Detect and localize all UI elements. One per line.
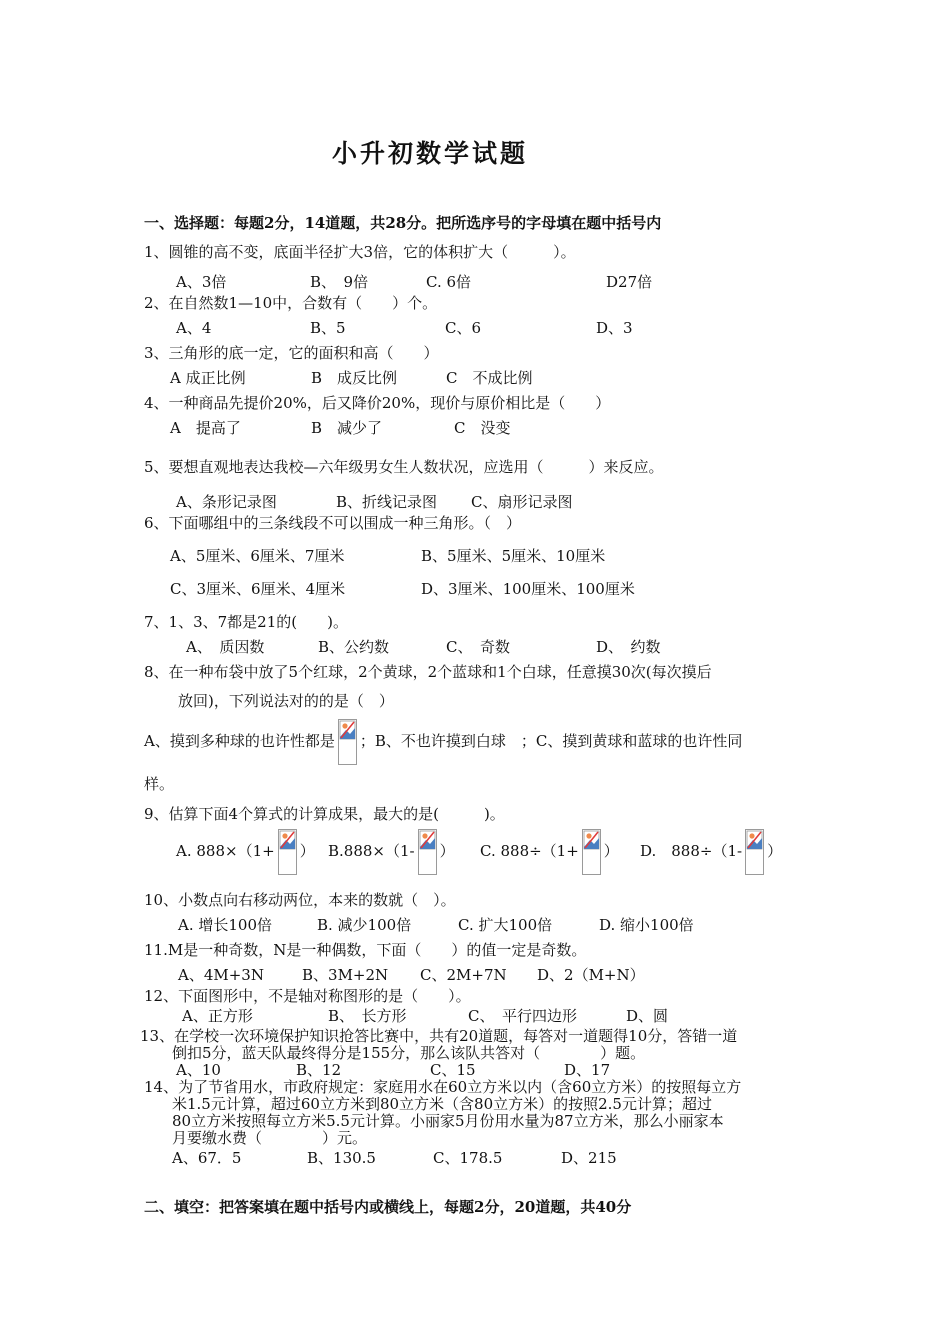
q9-option-b — [328, 826, 455, 876]
question-11: 11.M是一种奇数，N是一种偶数，下面（ ）的值一定是奇数。 — [144, 941, 587, 959]
question-2: 2、在自然数1—10中，合数有（ ）个。 — [144, 294, 438, 312]
q9-option-c-close: ） — [603, 842, 619, 860]
q2-option-c: C、6 — [445, 319, 482, 337]
q3-option-b: B 成反比例 — [311, 369, 398, 387]
fraction-image-icon — [418, 829, 437, 875]
q13-option-b: B、12 — [296, 1061, 342, 1079]
q9-option-c — [480, 826, 619, 876]
q6-option-c: C、3厘米、6厘米、4厘米 — [170, 580, 346, 598]
fraction-image-icon — [582, 829, 601, 875]
question-5: 5、要想直观地表达我校—六年级男女生人数状况，应选用（ ）来反应。 — [144, 458, 664, 476]
q11-option-c: C、2M+7N — [420, 966, 507, 984]
section-1-heading: 一、选择题：每题2分，14道题，共28分。把所选序号的字母填在题中括号内 — [144, 214, 662, 232]
q4-option-b: B 减少了 — [311, 419, 383, 437]
q11-option-a: A、4M+3N — [178, 966, 264, 984]
q7-option-d: D、 约数 — [596, 638, 661, 656]
q7-option-c: C、 奇数 — [446, 638, 510, 656]
fraction-image-icon — [338, 719, 357, 765]
fraction-image-icon — [745, 829, 764, 875]
q10-option-d: D. 缩小100倍 — [599, 916, 694, 934]
q13-option-d: D、17 — [564, 1061, 611, 1079]
question-1: 1、圆锥的高不变，底面半径扩大3倍，它的体积扩大（ ）。 — [144, 243, 576, 261]
q12-option-a: A、正方形 — [182, 1007, 253, 1025]
question-13-line-1: 13、在学校一次环境保护知识抢答比赛中，共有20道题，每答对一道题得10分，答错一道 — [140, 1027, 738, 1045]
q1-option-c: C. 6倍 — [426, 273, 472, 291]
q13-option-c: C、15 — [430, 1061, 476, 1079]
q8-option-a: A、摸到多种球的也许性都是 — [144, 732, 335, 750]
q9-option-d — [640, 826, 782, 876]
q12-option-b: B、 长方形 — [328, 1007, 407, 1025]
q5-option-c: C、扇形记录图 — [471, 493, 573, 511]
q9-option-b-close: ） — [439, 842, 455, 860]
q6-option-a: A、5厘米、6厘米、7厘米 — [170, 547, 345, 565]
q7-option-a: A、 质因数 — [186, 638, 265, 656]
question-10: 10、小数点向右移动两位，本来的数就（ ）。 — [144, 891, 456, 909]
question-7: 7、1、3、7都是21的( )。 — [144, 613, 348, 631]
q10-option-c: C. 扩大100倍 — [458, 916, 553, 934]
q12-option-d: D、圆 — [626, 1007, 669, 1025]
question-6: 6、下面哪组中的三条线段不可以围成一种三角形。（ ） — [144, 514, 522, 532]
q5-option-b: B、折线记录图 — [336, 493, 438, 511]
q9-option-d-text: D. 888÷（1- — [640, 842, 743, 860]
question-8-options — [144, 716, 742, 766]
question-8-line-4: 样。 — [144, 775, 175, 793]
q1-option-a: A、3倍 — [176, 273, 227, 291]
q3-option-c: C 不成比例 — [446, 369, 533, 387]
q14-option-b: B、130.5 — [307, 1149, 376, 1167]
q12-option-c: C、 平行四边形 — [468, 1007, 577, 1025]
question-14-line-1: 14、为了节省用水，市政府规定：家庭用水在60立方米以内（含60立方米）的按照每立方 — [144, 1078, 742, 1096]
question-14-line-3: 80立方米按照每立方米5.5元计算。小丽家5月份用水量为87立方米，那么小丽家本 — [172, 1112, 724, 1130]
q5-option-a: A、条形记录图 — [176, 493, 277, 511]
question-13-line-2: 倒扣5分，蓝天队最终得分是155分，那么该队共答对（ ）题。 — [172, 1044, 646, 1062]
q2-option-b: B、5 — [310, 319, 346, 337]
q4-option-a: A 提高了 — [170, 419, 241, 437]
q9-option-a — [176, 826, 315, 876]
q13-option-a: A、10 — [176, 1061, 221, 1079]
question-4: 4、一种商品先提价20%，后又降价20%，现价与原价相比是（ ） — [144, 394, 611, 412]
q8-option-rest: ；B、不也许摸到白球 ；C、摸到黄球和蓝球的也许性同 — [359, 732, 743, 750]
q10-option-b: B. 减少100倍 — [317, 916, 412, 934]
q11-option-d: D、2（M+N） — [537, 966, 645, 984]
page-title: 小升初数学试题 — [331, 139, 528, 168]
question-3: 3、三角形的底一定，它的面积和高（ ） — [144, 344, 439, 362]
q6-option-d: D、3厘米、100厘米、100厘米 — [421, 580, 635, 598]
q1-option-d: D27倍 — [606, 273, 653, 291]
q4-option-c: C 没变 — [454, 419, 511, 437]
q9-option-a-text: A. 888×（1+ — [176, 842, 275, 860]
q7-option-b: B、公约数 — [318, 638, 390, 656]
question-9: 9、估算下面4个算式的计算成果，最大的是( )。 — [144, 805, 505, 823]
fraction-image-icon — [278, 829, 297, 875]
q14-option-d: D、215 — [561, 1149, 617, 1167]
q9-option-d-close: ） — [767, 842, 783, 860]
q9-option-a-close: ） — [299, 842, 315, 860]
question-8-line-2: 放回)，下列说法对的的是（ ） — [178, 692, 394, 710]
q10-option-a: A. 增长100倍 — [178, 916, 272, 934]
question-14-line-2: 米1.5元计算，超过60立方米到80立方米（含80立方米）的按照2.5元计算；超过 — [172, 1095, 712, 1113]
q14-option-a: A、67．5 — [172, 1149, 242, 1167]
question-12: 12、下面图形中，不是轴对称图形的是（ ）。 — [144, 987, 471, 1005]
q3-option-a: A 成正比例 — [170, 369, 246, 387]
q1-option-b: B、 9倍 — [310, 273, 369, 291]
q6-option-b: B、5厘米、5厘米、10厘米 — [421, 547, 606, 565]
section-2-heading: 二、填空：把答案填在题中括号内或横线上，每题2分，20道题，共40分 — [144, 1198, 632, 1216]
q9-option-c-text: C. 888÷（1+ — [480, 842, 579, 860]
question-8-line-1: 8、在一种布袋中放了5个红球，2个黄球，2个蓝球和1个白球，任意摸30次(每次摸后 — [144, 663, 712, 681]
q2-option-a: A、4 — [176, 319, 212, 337]
q9-option-b-text: B.888×（1- — [328, 842, 415, 860]
q11-option-b: B、3M+2N — [302, 966, 389, 984]
q2-option-d: D、3 — [596, 319, 633, 337]
question-14-line-4: 月要缴水费（ ）元。 — [172, 1129, 368, 1147]
q14-option-c: C、178.5 — [433, 1149, 503, 1167]
